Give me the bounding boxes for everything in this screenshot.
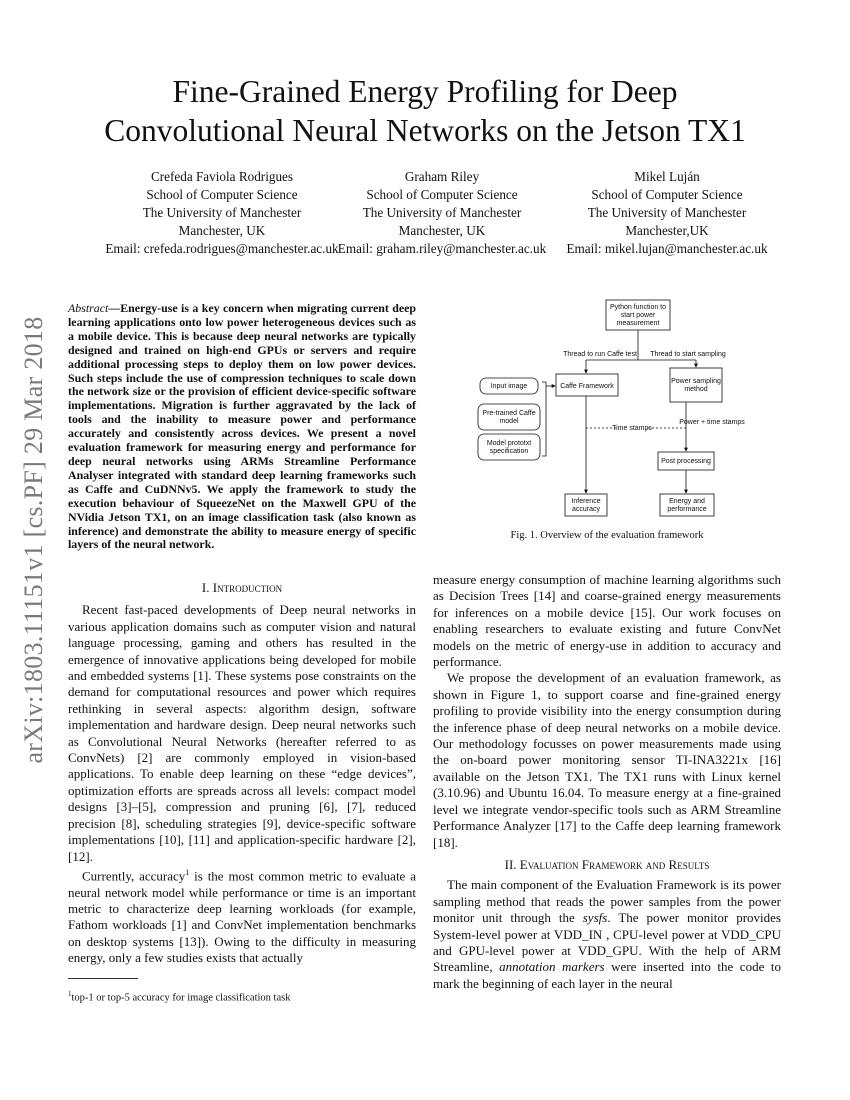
fig-post-processing: Post processing [661,458,711,465]
footnote-rule [68,978,138,979]
footnote-ref: 1 [185,867,190,877]
right-paragraph-3 [433,877,781,992]
fig-python-1: Python function to [609,304,667,311]
left-column [68,580,416,967]
author-email: Email: crefeda.rodrigues@manchester.ac.uk [105,241,339,256]
input-bracket [542,382,546,456]
section-2-number: II. [504,856,520,872]
p3-part-b: . The power monitor provides System-level power at VDD_IN , CPU-level power at VDD_CPU and GPU-level power at VDD_GPU. With the help of ARM Streamline, [433,910,781,975]
author-city: Manchester, UK [398,223,486,238]
pretrained-model-box [478,404,540,430]
author-city: Manchester,UK [625,223,709,238]
title-line-1: Fine-Grained Energy Profiling for Deep [172,74,678,109]
fig-python-2: start power [620,312,656,319]
fig-python-3: measurement [616,320,660,327]
fig-thread-sampling: Thread to start sampling [650,351,726,358]
p3-part-c: were inserted into the code to mark the beginning of each layer in the neural [433,959,781,991]
right-column [433,572,781,992]
arxiv-stamp-text: arXiv:1803.11151v1 [cs.PF] 29 Mar 2018 [19,316,48,764]
author-city: Manchester, UK [178,223,266,238]
fig-inference-1: Inference [571,498,601,505]
fig-energy-2: performance [667,506,707,513]
title-line-2: Convolutional Neural Networks on the Jetson TX1 [104,113,746,148]
section-2-title: Evaluation Framework and Results [519,856,710,872]
author-dept: School of Computer Science [366,187,518,202]
author-dept: School of Computer Science [146,187,298,202]
author-block-3 [537,168,797,258]
fig-power-2: method [684,386,708,393]
right-paragraph-2: We propose the development of an evaluation framework, as shown in Figure 1, to support coarse and fine-grained energy profiling to provide visibility into the energy consumption during the inference phase of deep neural networks on a mobile device. Our methodology focusses on power measurements made using the on-board power monitoring sensor TI-INA3221x [16] available on the Jetson TX1. The TX1 runs with Linux kernel (3.10.96) and Ubuntu 16.04. To measure energy at a fine-grained level we integrate vendor-specific tools such as ARM Streamline Performance Analyzer [17] to the Caffe deep learning framework [18]. [433,670,781,850]
author-univ: The University of Manchester [587,205,747,220]
fig-prototxt-2: specification [489,448,529,455]
footnote-mark: 1 [68,990,72,998]
fig-power-1: Power sampling [671,378,721,385]
abstract-text: —Energy-use is a key concern when migrating current deep learning applications onto low power heterogeneous devices such as a mobile device. This is because deep neural networks are typically designed and trained on high-end GPUs or servers and require additional processing steps to deploy them on low power devices. Such steps include the use of compression techniques to scale down the network size or the provision of efficient device-specific software implementations. Migration is further aggravated by the lack of tools and the inability to measure power and performance accurately and consistently across devices. We present a novel evaluation framework for measuring energy and performance for deep neural networks using ARMs Streamline Performance Analyser integrated with standard deep learning frameworks such as Caffe and CuDNNv5. We apply the framework to study the execution behaviour of SqueezeNet on the Maxwell GPU of the NVidia Jetson TX1, on an image classification task (also known as inference) and demonstrate the ability to measure energy of specific layers of the neural network. [68,301,416,552]
fig-thread-caffe: Thread to run Caffe test [563,351,637,358]
right-paragraph-1: measure energy consumption of machine learning algorithms such as Decision Trees [14] and coarse-grained energy measurements for inferences on a mobile device [15]. Our work focuses on enabling researchers to evaluate existing and future ConvNet models on the metric of energy-use in addition to accuracy and performance. [433,572,781,670]
author-block-2 [312,168,572,258]
author-name: Crefeda Faviola Rodrigues [150,169,294,184]
intro-paragraph-1: Recent fast-paced developments of Deep neural networks in various application domains such as computer vision and natural language processing, gaming and others has resulted in the emergence of innovative applications being developed for mobile and embedded systems [1]. These systems pose constraints on the demand for computational resources and power which requires rethinking in several aspects: algorithm design, software implementation and hardware design. Deep neural networks such as Convolutional Neural Networks (hereafter referred to as ConvNets) [2] are commonly employed in vision-based applications. To enable deep learning on these “edge devices”, optimization efforts are spreads across all levels: compact model designs [3]–[5], compression and pruning [6], [7], reduced precision [8], scheduling strategies [9], device-specific software implementations [10], [11] and application-specific hardware [2], [12]. [68,602,416,864]
abstract [68,302,416,552]
p3-part-a: The main component of the Evaluation Framework is its power sampling method that reads the power samples from the power monitor unit through the [433,877,781,926]
fig-power-time: Power + time stamps [679,419,745,426]
author-dept: School of Computer Science [591,187,743,202]
fig-input-image: Input image [490,383,528,390]
fig-prototxt-1: Model prototxt [486,440,532,447]
fig-pretrained-1: Pre-trained Caffe [482,410,536,417]
footnote [68,988,416,1005]
author-univ: The University of Manchester [362,205,522,220]
author-email: Email: mikel.lujan@manchester.ac.uk [566,241,768,256]
fig-time-stamps: Time stamps [612,425,652,432]
intro-p2-start: Currently, accuracy [82,868,186,884]
figure-1-caption: Fig. 1. Overview of the evaluation framework [510,530,704,541]
power-sampling-box [670,368,722,402]
paper-title [0,72,850,150]
arxiv-stamp [14,300,54,780]
author-name: Graham Riley [404,169,480,184]
figure-1-diagram [470,298,770,520]
footnote-text: top-1 or top-5 accuracy for image classification task [71,992,291,1004]
p3-annotation-markers: annotation markers [499,959,605,975]
author-email: Email: graham.riley@manchester.ac.uk [337,241,547,256]
section-1-heading [68,580,416,596]
section-1-title: Introduction [212,580,283,595]
intro-p2-rest: is the most common metric to evaluate a neural network model while performance or time is an important metric to characterize deep learning workloads (for example, Fathom workloads [1] and ConvNet implementation benchmarks on desktop systems [13]). Owing to the difficulty in measuring energy, only a few studies exists that actually [68,868,416,966]
fig-pretrained-2: model [499,418,519,425]
fig-energy-1: Energy and [669,498,705,505]
fig-caffe-framework: Caffe Framework [560,383,614,390]
fig-inference-2: accuracy [571,506,601,513]
p3-sysfs: sysfs [582,910,608,926]
intro-paragraph-2 [68,865,416,967]
abstract-label: Abstract [68,301,109,315]
section-1-number: I. [201,580,213,595]
author-name: Mikel Luján [634,169,700,184]
prototxt-box [478,434,540,460]
author-univ: The University of Manchester [142,205,302,220]
section-2-heading [433,857,781,873]
